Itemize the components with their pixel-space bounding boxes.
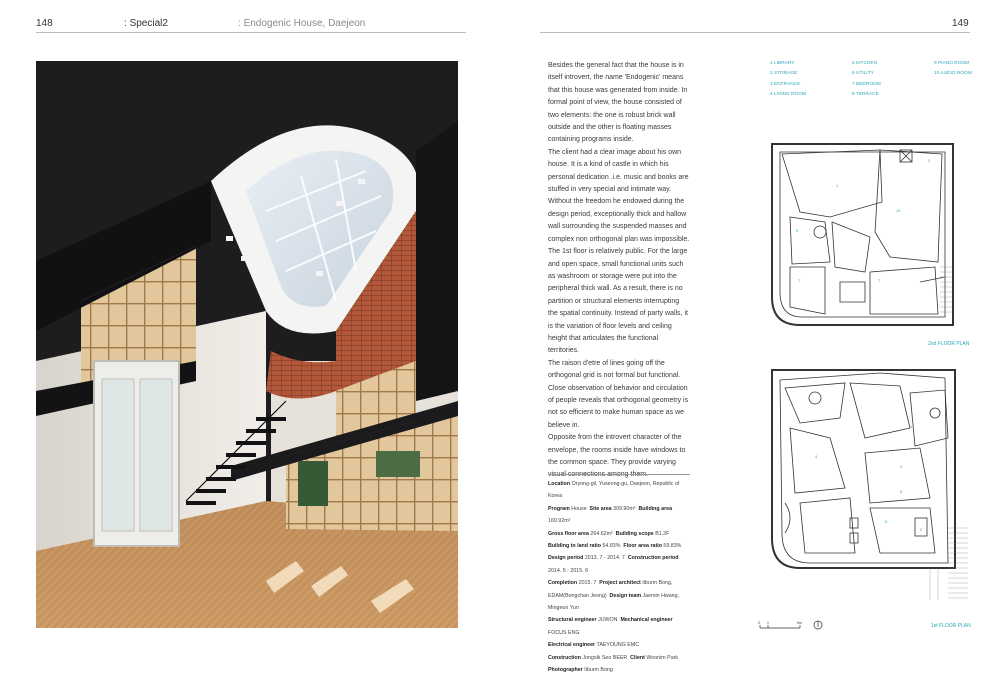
first-floor-plan-drawing [770,368,970,604]
photo-illustration [36,61,458,628]
credit-value: Jaemin Hwang, Mingeun Yun [548,592,680,612]
section-label: : Special2 [124,18,168,29]
credit-value: TAEYOUNG EMC [596,642,640,649]
credit-value: Oryong-gil, Yuseong-gu, Daejeon, Republic of Korea [548,481,680,500]
credit-label: Floor area ratio [623,543,662,550]
credit-label: Completion [548,580,578,587]
credit-value: 264.62m² [590,530,613,537]
credit-label: Building to land ratio [548,543,601,550]
credit-label: Building scope [615,530,654,537]
room-number: 4 [815,454,818,459]
credit-value: FOCUS ENG [548,629,580,636]
credit-label: Mechanical engineer [620,617,673,624]
second-floor-plan-drawing [770,142,955,327]
credit-label: Gross floor area [548,530,589,537]
credit-value: Woonim Park [646,654,679,661]
credit-value: 2013. 7 - 2014. 7 [584,555,625,562]
credit-label: Building area [638,505,673,512]
section-name: Special2 [129,18,168,29]
room-number: 1 [836,183,839,188]
scale-bar [758,618,828,632]
credit-label: Client [630,654,645,661]
header-rule-left [36,32,466,33]
body-paragraph: The raison d'etre of lines going off the orthogonal grid is not formal but functional. Close observation of behavior and circulation of people reveals that orthogonal geometry is not so efficient to make human space as we believe in. [548,359,689,429]
second-floor-plan-label: 2nd FLOOR PLAN [928,341,970,347]
scale-tick: 0 [758,621,760,625]
credit-label: Construction [548,654,581,661]
room-legend-col-1 [770,59,806,101]
room-number: 6 [885,519,888,524]
credit-value: B1.2F [655,530,670,537]
room-number: 3 [900,464,903,469]
credit-label: Photographer [548,667,583,674]
credit-label: Location [548,481,571,487]
project-credits [548,478,690,677]
credit-label: Electrical engineer [548,642,596,649]
body-paragraph: Opposite from the introvert character of the envelope, the rooms inside have windows to the common space. They provide varying [548,434,686,466]
scale-tick: 1 [767,621,769,625]
credit-label: Design team [609,592,642,599]
page-number-right: 149 [952,18,969,29]
room-number: 1 [910,424,913,429]
credit-value: Iiburm Bong, EDAM(Bongchan Jeong) [548,580,673,599]
legend-item: 2 STORAGE [770,71,798,77]
legend-item: 9 PIANO ROOM [934,61,970,66]
body-text [548,60,690,482]
credit-label: Program [548,505,570,512]
first-floor-plan [770,368,970,604]
legend-item: 10 AUDIO ROOM [934,71,972,77]
legend-item: 3 ENTRANCE [770,81,801,87]
page-number-left: 148 [36,18,53,29]
header-rule-right [540,32,970,33]
room-number: 7 [798,278,801,283]
legend-item: 6 UTILITY [852,71,874,77]
credit-label: Structural engineer [548,617,597,624]
scale-tick: 5m [797,621,802,625]
legend-item: 1 LIBRARY [770,61,795,66]
body-paragraph: The client had a clear image about his own house. It is a kind of castle in which his personal dedication .i.e. music and books are stuffed in very special and intimate way. Without the freedom he endowed during the design period, exceptionally thick and hallow wall surrounding the suspended masses and complex non orthogonal plan was impossible. The 1st floor is relatively public. For the large and open space, small functional units such as washroom or storage were put into the peripheral thick wall. As a result, there is no partition or structural elements interrupting the spatial continuity. Instead of party walls, it is the variation of floor levels and ceiling height that articulates the functional territories. [548,148,690,355]
scale-bar-drawing [758,618,828,632]
legend-item: 7 BEDROOM [852,81,881,87]
credit-label: Site area [589,505,612,512]
credit-label: Construction period [627,555,679,562]
interior-atrium-photo [36,61,458,628]
credit-value: 54.83% [602,543,621,550]
project-label: : Endogenic House, Daejeon [238,18,366,29]
credit-value: Iiburm Bong [584,667,613,674]
room-number: 10 [896,208,901,213]
second-floor-plan [770,142,955,327]
body-paragraph: Besides the general fact that the house is in itself introvert, the name 'Endogenic' means that this house was generated from inside. In formal point of view, the house consisted of two elements: the one is robust brick wall outside and the other is floating masses containing programs inside. [548,62,688,144]
legend-item: 8 TERRACE [852,92,879,98]
credits-rule [548,474,690,475]
credit-value: 2014. 5 - 2015. 6 [548,567,589,574]
room-legend-col-2 [852,59,881,101]
room-number: 5 [900,489,903,494]
project-name: Endogenic House, Daejeon [243,18,366,29]
credit-value: House [571,505,587,512]
credit-value: Jongsik Seo BEER [582,654,628,661]
room-number: 7 [878,278,881,283]
credit-value: 2015. 7 [578,580,597,587]
room-number: 2 [928,158,931,163]
credit-value: 59.83% [663,543,682,550]
room-number: 2 [920,527,923,532]
room-number: 9 [796,228,799,233]
credit-value: 169.92m² [548,518,571,525]
room-legend-col-3 [934,59,972,80]
legend-item: 4 LIVING ROOM [770,92,806,98]
credit-value: 309.90m² [613,505,636,512]
credit-label: Design period [548,555,584,562]
legend-item: 5 KITCHEN [852,61,878,66]
credit-label: Project architect [599,580,641,587]
credit-value: JUWON [598,617,618,624]
first-floor-plan-label: 1st FLOOR PLAN [931,623,971,629]
